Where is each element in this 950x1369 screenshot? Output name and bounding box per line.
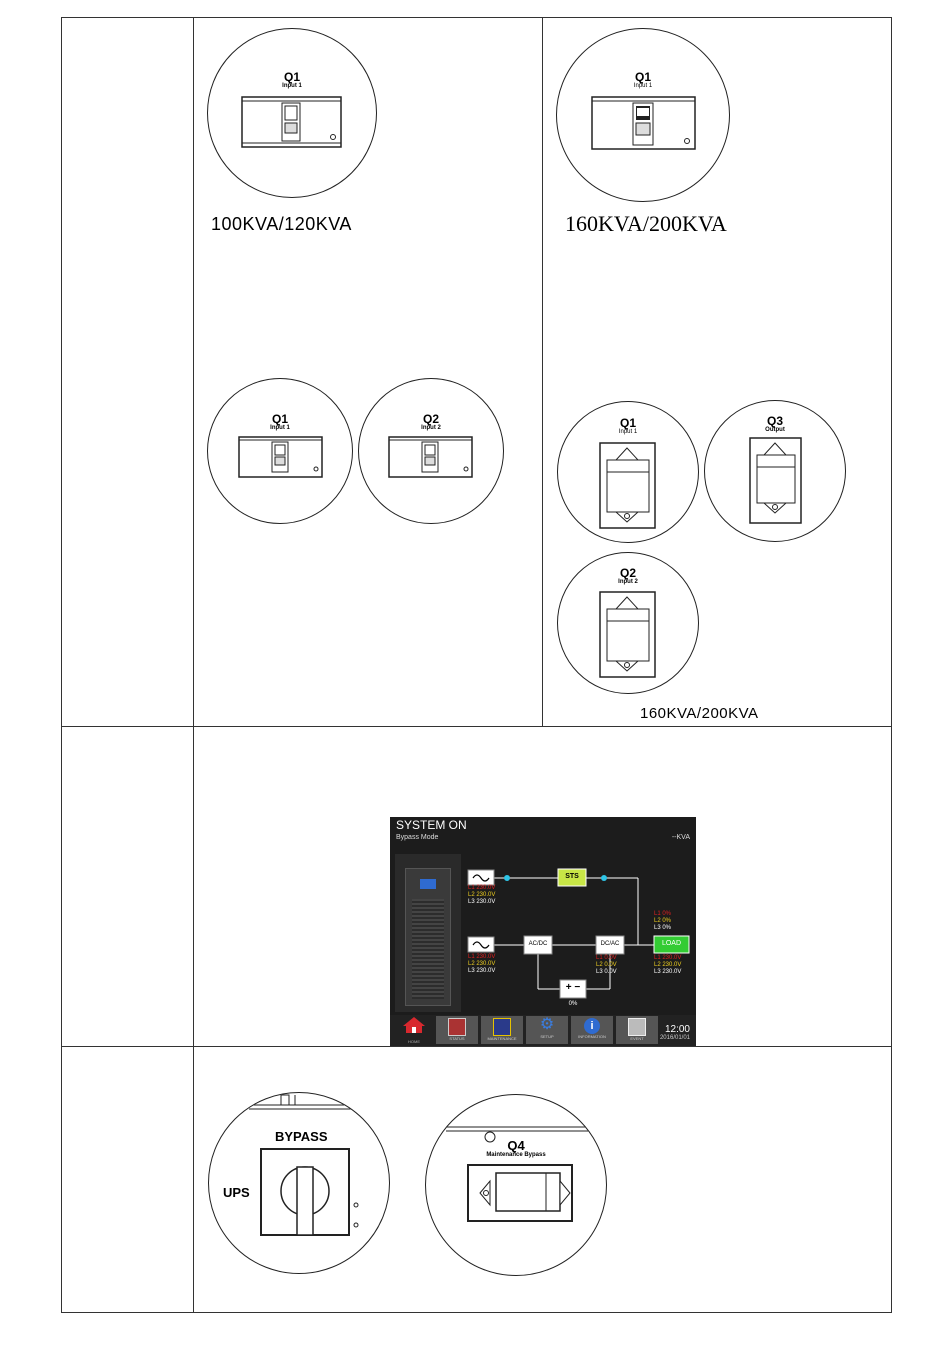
- mains-readings: L1 230.0V L2 230.0V L3 230.0V: [468, 954, 496, 974]
- event-log-icon: [628, 1018, 646, 1036]
- table-column-divider: [193, 17, 194, 1313]
- ups-lcd-screen: [390, 817, 696, 1046]
- status-icon: [448, 1018, 466, 1036]
- nav-event-button[interactable]: EVENT: [616, 1016, 658, 1044]
- screen-clock: 12:00 2016/01/01: [659, 1024, 690, 1041]
- breaker-q1-vertical-circle: [557, 401, 699, 543]
- breaker-q1-input1-circle: [207, 378, 353, 524]
- load-percent-readings: L1 0% L2 0% L3 0%: [654, 911, 672, 931]
- battery-symbol: + −: [565, 982, 581, 993]
- battery-percent: 0%: [568, 1001, 578, 1007]
- maintenance-switch-icon[interactable]: [466, 1163, 574, 1223]
- switch-label-q1: Q1 Input 1: [282, 70, 302, 89]
- screen-title: SYSTEM ON: [396, 818, 467, 832]
- switch-label-q1: Q1 Input 1: [618, 416, 638, 435]
- table-border-right: [891, 17, 892, 1313]
- breaker-icon: [238, 435, 324, 479]
- rotary-switch-icon[interactable]: [259, 1147, 369, 1239]
- screen-mode: Bypass Mode: [396, 834, 439, 841]
- acdc-label: AC/DC: [528, 941, 548, 947]
- screen-kva: --KVA: [671, 834, 690, 841]
- nav-home-button[interactable]: HOME: [396, 1016, 432, 1044]
- switch-label-q4: Q4 Maintenance Bypass: [486, 1138, 546, 1158]
- flow-node: [504, 875, 510, 881]
- switch-label-q1: Q1 Input 1: [270, 412, 290, 431]
- load-label: LOAD: [661, 940, 682, 947]
- table-border-bottom: [61, 1312, 892, 1313]
- ups-label: UPS: [223, 1185, 250, 1200]
- breaker-q2-input2-circle: [358, 378, 504, 524]
- breaker-icon: [591, 95, 697, 151]
- table-inner-divider: [542, 17, 543, 727]
- nav-status-button[interactable]: STATUS: [436, 1016, 478, 1044]
- power-flow-diagram: [390, 817, 696, 1046]
- switch-label-q3: Q3 Output: [765, 414, 785, 433]
- breaker-q1-circle: [207, 28, 377, 198]
- table-border-top: [61, 17, 892, 18]
- gear-icon: ⚙: [539, 1016, 555, 1033]
- caption-160-200kva-top: 160KVA/200KVA: [565, 211, 727, 236]
- caption-100-120kva: 100KVA/120KVA: [211, 214, 352, 234]
- switch-label-q2: Q2 Input 2: [421, 412, 441, 431]
- switch-label-q1: Q1 Input 1: [633, 70, 653, 89]
- caption-160-200kva-bottom: 160KVA/200KVA: [640, 705, 759, 722]
- vertical-breaker-icon: [749, 437, 803, 525]
- flow-node: [601, 875, 607, 881]
- vertical-breaker-icon: [599, 591, 657, 679]
- dcac-label: DC/AC: [600, 941, 620, 947]
- breaker-icon: [241, 95, 343, 149]
- home-icon: [402, 1016, 426, 1034]
- maintenance-bypass-circle: [425, 1094, 607, 1276]
- nav-maintenance-button[interactable]: MAINTENANCE: [481, 1016, 523, 1044]
- table-border-left: [61, 17, 62, 1313]
- nav-setup-button[interactable]: ⚙ SETUP: [526, 1016, 568, 1044]
- switch-label-q2: Q2 Input 2: [618, 566, 638, 585]
- bypass-label: BYPASS: [275, 1129, 328, 1144]
- table-row-divider-1: [61, 726, 892, 727]
- vertical-breaker-icon: [599, 442, 657, 530]
- rotary-switch-circle: [208, 1092, 390, 1274]
- output-readings: L1 230.0V L2 230.0V L3 230.0V: [654, 955, 682, 975]
- maintenance-icon: [493, 1018, 511, 1036]
- inverter-readings: L1 0.0V L2 0.0V L3 0.0V: [596, 955, 617, 975]
- table-row-divider-2: [61, 1046, 892, 1047]
- info-icon: i: [584, 1018, 600, 1034]
- breaker-q3-output-circle: [704, 400, 846, 542]
- bypass-readings: L1 230.0V L2 230.0V L3 230.0V: [468, 885, 496, 905]
- breaker-q1-circle-large: [556, 28, 730, 202]
- screen-nav-bar: [390, 1015, 696, 1046]
- sts-label: STS: [565, 873, 579, 880]
- breaker-q2-input2-vertical-circle: [557, 552, 699, 694]
- nav-information-button[interactable]: i INFORMATION: [571, 1016, 613, 1044]
- breaker-icon: [388, 435, 474, 479]
